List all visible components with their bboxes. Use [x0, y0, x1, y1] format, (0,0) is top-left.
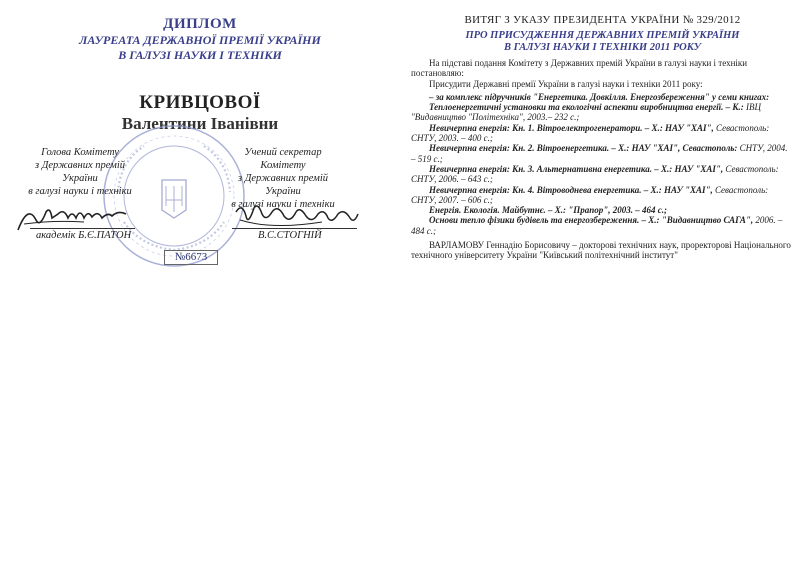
extract-subtitle-line2: В ГАЛУЗІ НАУКИ І ТЕХНІКИ 2011 РОКУ [504, 42, 701, 53]
extract-complex: – за комплекс підручників "Енергетика. Довкілля. Енергозбереження" у семи книгах: [429, 91, 770, 102]
extract-award: Присудити Державні премії України в галузі науки і техніки 2011 року: [429, 78, 703, 89]
work-title: Теплоенергетичні установки та екологічні аспекти виробництва енергії. – К.: [429, 102, 744, 113]
work-details: ІВЦ "Видавництво "Політехніка", 2003.– 232 с.; [411, 102, 762, 123]
laureate-name: Валентини Іванівни [121, 114, 279, 133]
left-signatory-line2: з Державних премій України [35, 160, 125, 184]
work-item [411, 143, 791, 164]
work-item [411, 205, 791, 215]
work-title: Енергія. Екологія. Майбутнє. – Х.: "Прапор", 2003. – 464 с.; [429, 205, 667, 216]
work-details: Севастополь: СНТУ, 2007. – 606 с.; [411, 184, 769, 205]
right-signatory-line3: в галузі науки і техніки [231, 199, 335, 210]
decree-extract-page [405, 0, 800, 581]
work-item [411, 123, 791, 144]
left-signatory-position [20, 146, 140, 198]
left-signer-name: академік Б.Є.ПАТОН [36, 230, 132, 241]
left-signature-line [30, 228, 135, 229]
extract-awardee: ВАРЛАМОВУ Геннадію Борисовичу – докторові технічних наук, проректорові Національного технічного університету України "Київський політехнічний інститут" [411, 240, 791, 261]
work-item [411, 164, 791, 185]
right-signatory-line2: з Державних премій України [238, 173, 328, 197]
work-title: Невичерпна енергія: Кн. 3. Альтернативна енергетика. – Х.: НАУ "ХАІ", [429, 163, 724, 174]
extract-subtitle-line1: ПРО ПРИСУДЖЕННЯ ДЕРЖАВНИХ ПРЕМІЙ УКРАЇНИ [465, 30, 740, 41]
work-item [411, 185, 791, 206]
work-details: СНТУ, 2004. – 519 с.; [411, 143, 788, 164]
extract-body [411, 58, 791, 261]
laureate-surname: КРИВЦОВОЇ [139, 92, 261, 113]
left-signatory-line3: в галузі науки і техніки [28, 186, 132, 197]
work-details: 2006. – 484 с.; [411, 215, 783, 236]
diploma-subtitle-line2: В ГАЛУЗІ НАУКИ І ТЕХНІКИ [118, 48, 282, 62]
work-details: Севастополь: СНТУ, 2003. – 400 с.; [411, 122, 770, 144]
diploma-subtitle-line1: ЛАУРЕАТА ДЕРЖАВНОЇ ПРЕМІЇ УКРАЇНИ [79, 33, 321, 47]
work-details: Севастополь: СНТУ, 2006. – 643 с.; [411, 163, 779, 185]
work-title: Основи тепло фізики будівель та енергозбереження. – Х.: "Видавництво САГА", [429, 215, 754, 226]
right-signature-line [232, 228, 357, 229]
work-item [411, 215, 791, 236]
extract-intro: На підставі подання Комітету з Державних премій України в галузі науки і техніки постановляю: [411, 58, 748, 79]
right-signer-name: В.С.СТОГНІЙ [258, 230, 322, 241]
right-signatory-line1: Учений секретар Комітету [244, 147, 322, 171]
work-title: Невичерпна енергія: Кн. 4. Вітроводнева енергетика. – Х.: НАУ "ХАІ", [429, 184, 713, 195]
left-signatory-line1: Голова Комітету [41, 147, 119, 158]
work-title: Невичерпна енергія: Кн. 1. Вітроелектрогенератори. – Х.: НАУ "ХАІ", [429, 122, 714, 133]
extract-title: ВИТЯГ З УКАЗУ ПРЕЗИДЕНТА УКРАЇНИ № 329/2012 [464, 14, 741, 26]
diploma-number: №6673 [164, 250, 218, 265]
diploma-title: ДИПЛОМ [163, 16, 237, 32]
work-title: Невичерпна енергія: Кн. 2. Вітроенергетика. – Х.: НАУ "ХАІ", Севастополь: [429, 143, 738, 154]
work-item [411, 102, 791, 123]
